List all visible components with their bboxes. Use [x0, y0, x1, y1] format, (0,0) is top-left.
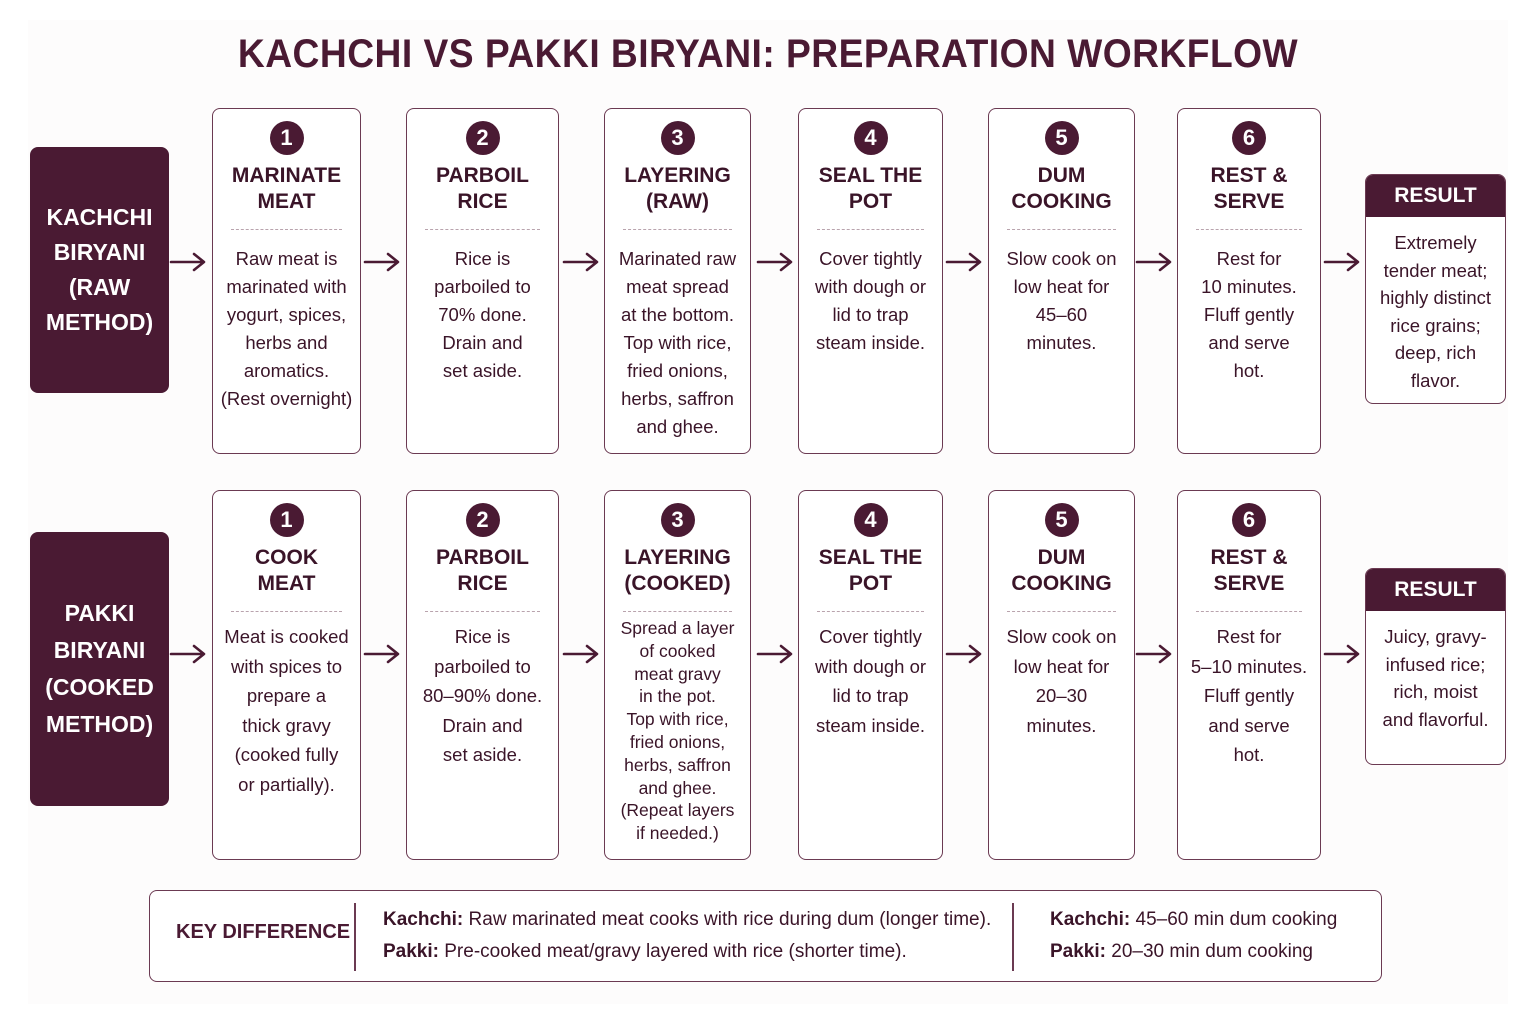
- pakki-result-box: [1365, 568, 1506, 765]
- arrow-right-icon: [1135, 642, 1175, 666]
- step-description: Rest for 5–10 minutes. Fluff gently and serve hot.: [1190, 626, 1308, 765]
- pakki-difference-line: [383, 941, 907, 963]
- step-description: Rest for 10 minutes. Fluff gently and serve hot.: [1201, 248, 1297, 381]
- arrow-right-icon: [1323, 250, 1363, 274]
- dashed-divider: [623, 229, 732, 230]
- step-title: REST & SERVE: [1210, 546, 1288, 595]
- pakki-step-1: [212, 490, 361, 860]
- step-description: Raw meat is marinated with yogurt, spices, herbs and aromatics. (Rest overnight): [220, 248, 353, 409]
- kachchi-time-text: 45–60 min dum cooking: [1130, 909, 1338, 930]
- kachchi-time-name: Kachchi:: [1050, 909, 1131, 930]
- arrow-right-icon: [945, 250, 985, 274]
- arrow-right-icon: [562, 250, 602, 274]
- kachchi-step-5: [988, 108, 1135, 454]
- result-description: Juicy, gravy- infused rice; rich, moist and flavorful.: [1382, 626, 1489, 730]
- step-description: Cover tightly with dough or lid to trap steam inside.: [814, 626, 927, 736]
- step-title: PARBOIL RICE: [436, 546, 529, 595]
- separator: [354, 903, 356, 971]
- kachchi-step-4: [798, 108, 943, 454]
- kachchi-time-line: [1050, 909, 1337, 931]
- step-title: LAYERING (RAW): [624, 164, 731, 213]
- step-description: Slow cook on low heat for 45–60 minutes.: [1006, 248, 1117, 353]
- step-description: Slow cook on low heat for 20–30 minutes.: [1006, 626, 1117, 736]
- dashed-divider: [1007, 229, 1116, 230]
- step-description: Rice is parboiled to 80–90% done. Drain and set aside.: [422, 626, 543, 765]
- pakki-step-5: [988, 490, 1135, 860]
- arrow-right-icon: [363, 250, 403, 274]
- arrow-right-icon: [756, 250, 796, 274]
- step-number-badge: 6: [1232, 503, 1266, 537]
- dashed-divider: [425, 611, 540, 612]
- dashed-divider: [1196, 229, 1302, 230]
- dashed-divider: [623, 611, 732, 612]
- dashed-divider: [231, 611, 342, 612]
- pakki-name: Pakki:: [383, 941, 439, 962]
- pakki-step-4: [798, 490, 943, 860]
- key-difference-label: KEY DIFFERENCE: [176, 921, 351, 943]
- step-description: Marinated raw meat spread at the bottom. Top with rice, fried onions, herbs, saffron and ghee.: [618, 248, 737, 437]
- step-number-badge: 3: [661, 503, 695, 537]
- step-number-badge: 4: [854, 503, 888, 537]
- kachchi-difference-text: Raw marinated meat cooks with rice during dum (longer time).: [463, 909, 992, 930]
- pakki-time-line: [1050, 941, 1313, 963]
- step-number-badge: 2: [466, 121, 500, 155]
- arrow-right-icon: [562, 642, 602, 666]
- step-number-badge: 1: [270, 503, 304, 537]
- pakki-difference-text: Pre-cooked meat/gravy layered with rice (shorter time).: [438, 941, 907, 962]
- dashed-divider: [1196, 611, 1302, 612]
- dashed-divider: [425, 229, 540, 230]
- pakki-step-3: [604, 490, 751, 860]
- kachchi-step-6: [1177, 108, 1321, 454]
- key-difference-box: [149, 890, 1382, 982]
- kachchi-name: Kachchi:: [383, 909, 464, 930]
- step-number-badge: 2: [466, 503, 500, 537]
- result-description: Extremely tender meat; highly distinct rice grains; deep, rich flavor.: [1379, 232, 1492, 391]
- dashed-divider: [231, 229, 342, 230]
- step-title: LAYERING (COOKED): [624, 546, 731, 595]
- step-description: Spread a layer of cooked meat gravy in the pot. Top with rice, fried onions, herbs, saffron and ghee. (Repeat layers if needed.): [620, 618, 735, 844]
- separator: [1012, 903, 1014, 971]
- step-title: SEAL THE POT: [818, 546, 923, 595]
- step-title: PARBOIL RICE: [436, 164, 529, 213]
- dashed-divider: [817, 611, 924, 612]
- step-description: Cover tightly with dough or lid to trap steam inside.: [814, 248, 927, 353]
- arrow-right-icon: [1323, 642, 1363, 666]
- arrow-right-icon: [363, 642, 403, 666]
- result-heading: RESULT: [1366, 175, 1505, 217]
- pakki-step-2: [406, 490, 559, 860]
- kachchi-difference-line: [383, 909, 991, 931]
- arrow-right-icon: [169, 250, 209, 274]
- step-number-badge: 5: [1045, 121, 1079, 155]
- step-number-badge: 3: [661, 121, 695, 155]
- kachchi-label: KACHCHI BIRYANI (RAW METHOD): [45, 204, 154, 335]
- step-description: Meat is cooked with spices to prepare a thick gravy (cooked fully or partially).: [224, 626, 349, 795]
- page-title: KACHCHI VS PAKKI BIRYANI: PREPARATION WORKFLOW: [237, 32, 1299, 76]
- kachchi-step-1: [212, 108, 361, 454]
- dashed-divider: [817, 229, 924, 230]
- kachchi-step-2: [406, 108, 559, 454]
- step-number-badge: 6: [1232, 121, 1266, 155]
- step-title: DUM COOKING: [1011, 546, 1112, 595]
- pakki-time-name: Pakki:: [1050, 941, 1106, 962]
- step-number-badge: 5: [1045, 503, 1079, 537]
- pakki-step-6: [1177, 490, 1321, 860]
- pakki-time-text: 20–30 min dum cooking: [1105, 941, 1313, 962]
- result-heading: RESULT: [1366, 569, 1505, 611]
- arrow-right-icon: [756, 642, 796, 666]
- step-title: SEAL THE POT: [818, 164, 923, 213]
- step-number-badge: 4: [854, 121, 888, 155]
- pakki-label: PAKKI BIRYANI (COOKED METHOD): [45, 600, 154, 737]
- step-title: COOK MEAT: [255, 546, 318, 595]
- pakki-label-box: [30, 532, 169, 806]
- step-title: MARINATE MEAT: [231, 164, 342, 213]
- step-title: REST & SERVE: [1210, 164, 1288, 213]
- kachchi-step-3: [604, 108, 751, 454]
- arrow-right-icon: [945, 642, 985, 666]
- kachchi-result-box: [1365, 174, 1506, 404]
- step-number-badge: 1: [270, 121, 304, 155]
- dashed-divider: [1007, 611, 1116, 612]
- kachchi-label-box: [30, 147, 169, 393]
- step-description: Rice is parboiled to 70% done. Drain and set aside.: [434, 248, 531, 381]
- arrow-right-icon: [169, 642, 209, 666]
- step-title: DUM COOKING: [1011, 164, 1112, 213]
- arrow-right-icon: [1135, 250, 1175, 274]
